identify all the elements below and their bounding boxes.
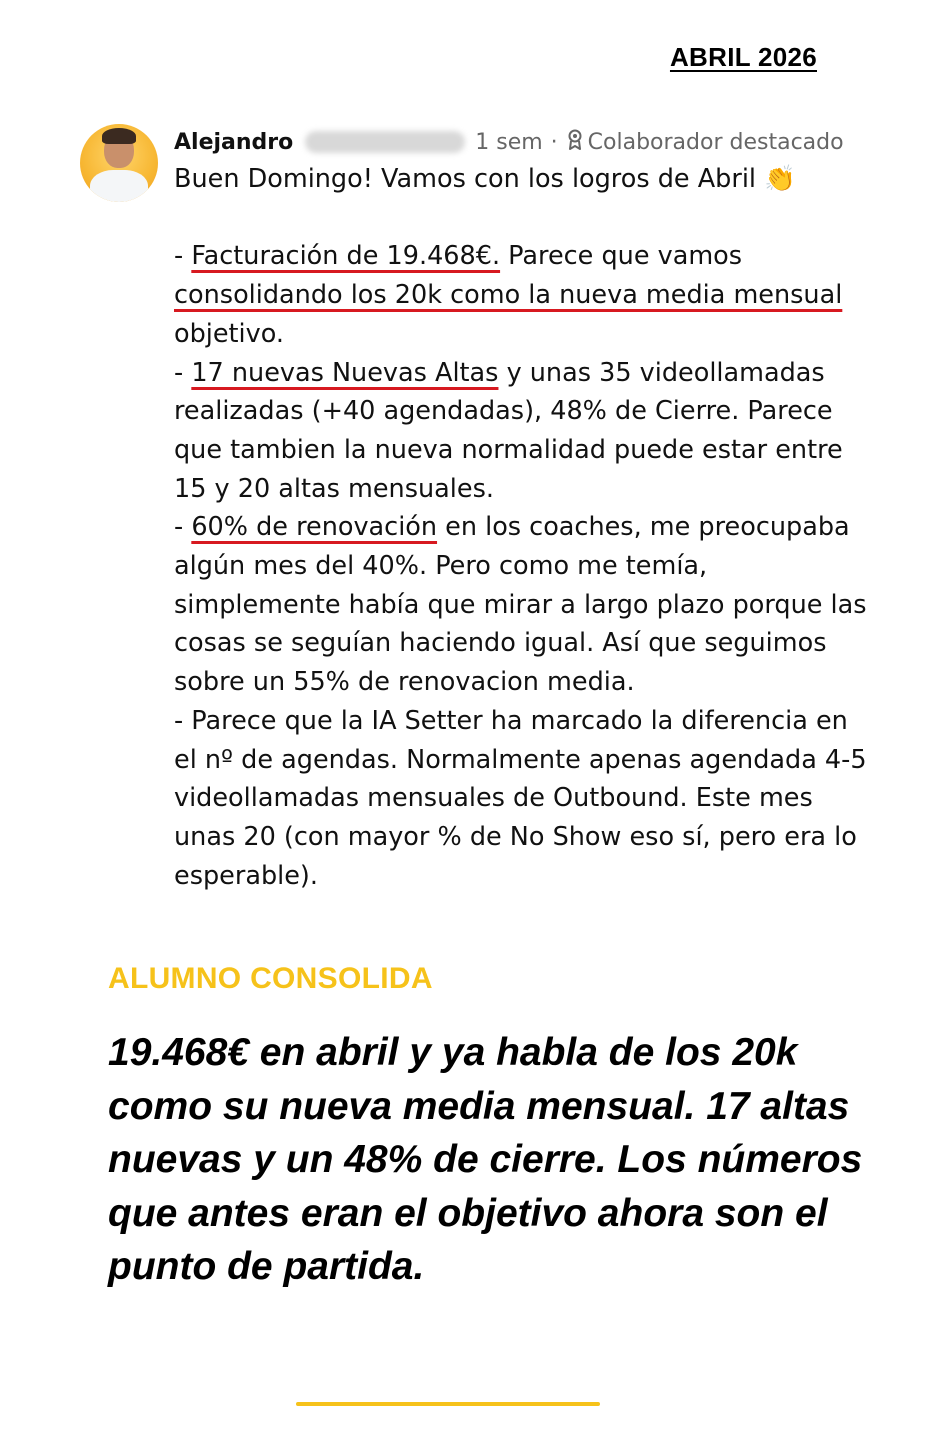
meta-separator: · (550, 129, 558, 155)
post-greeting: Buen Domingo! Vamos con los logros de Abril 👏 (174, 164, 796, 194)
section-label: ALUMNO CONSOLIDA (108, 962, 433, 995)
post-body (174, 160, 874, 895)
highlight-revenue: Facturación de 19.468€. (191, 241, 501, 272)
badge-label: Colaborador destacado (587, 129, 844, 155)
divider (296, 1402, 600, 1406)
blurred-surname (305, 131, 465, 153)
achievement-renewal: - 60% de renovación en los coaches, me preocupaba algún mes del 40%. Pero como me temía, simplemente había que mirar a largo plazo porque las cosas se seguían haciendo igual. Así que seguimos sobre un 55% de renovacion media. (174, 512, 867, 698)
post-time[interactable]: 1 sem (475, 129, 543, 155)
highlight-signups: 17 nuevas Nuevas Altas (191, 357, 499, 388)
highlight-average: consolidando los 20k como la nueva media mensual (174, 280, 843, 311)
post-content (174, 124, 874, 895)
achievement-ia-setter: - Parece que la IA Setter ha marcado la diferencia en el nº de agendas. Normalmente apenas agendada 4-5 videollamadas mensuales de Outbound. Este mes unas 20 (con mayor % de No Show eso sí, pero era lo esperable). (174, 705, 867, 891)
date-header: ABRIL 2026 (669, 42, 817, 72)
award-ribbon-icon (566, 129, 584, 156)
post-meta (174, 124, 874, 160)
highlight-renewal: 60% de renovación (191, 512, 438, 543)
author-name[interactable]: Alejandro (174, 129, 294, 155)
achievement-signups: - 17 nuevas Nuevas Altas y unas 35 videollamadas realizadas (+40 agendadas), 48% de Cierre. Parece que tambien la nueva normalidad puede estar entre 15 y 20 altas mensuales. (174, 357, 843, 504)
testimonial-quote: 19.468€ en abril y ya habla de los 20k como su nueva media mensual. 17 altas nuevas y un 48% de cierre. Los números que antes eran el objetivo ahora son el punto de partida. (108, 1031, 863, 1289)
achievement-revenue: - Facturación de 19.468€. Parece que vamos consolidando los 20k como la nueva media mensual objetivo. (174, 241, 843, 349)
avatar[interactable] (80, 124, 158, 202)
